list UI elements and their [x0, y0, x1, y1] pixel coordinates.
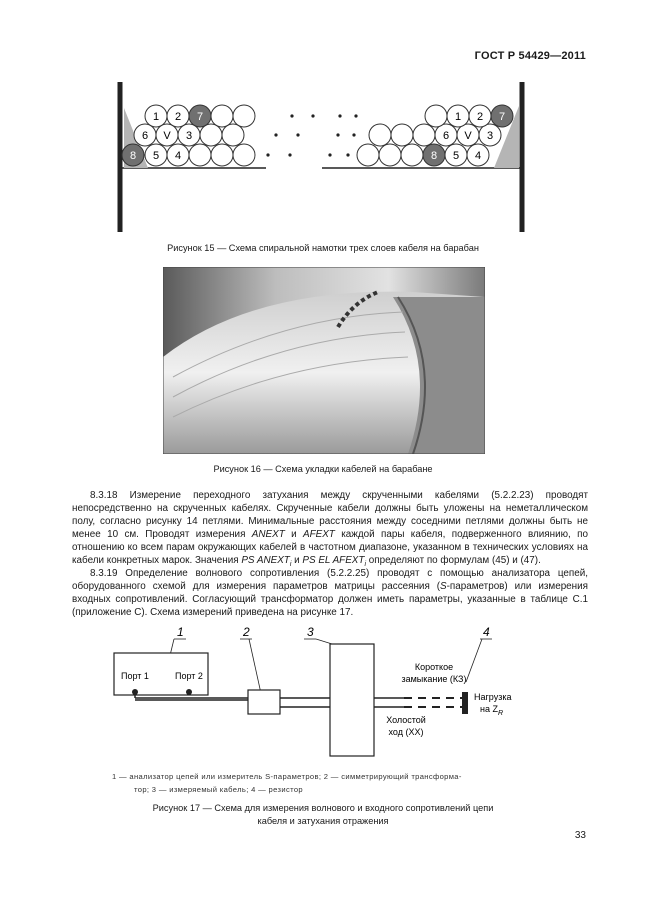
continuation-dots	[266, 114, 357, 156]
termination-resistor	[462, 692, 468, 714]
circle-label: 8	[129, 150, 137, 162]
cable-circle	[233, 144, 255, 166]
port1-label: Порт 1	[121, 671, 149, 681]
circle-label: 7	[196, 111, 204, 123]
circle-label: 2	[174, 111, 182, 123]
figure-17-caption: Рисунок 17 — Схема для измерения волнового и входного сопротивлений цепи кабеля и затухания отражения	[152, 803, 494, 826]
cable-circle	[211, 144, 233, 166]
cable-circle	[413, 124, 435, 146]
cable-circle	[233, 105, 255, 127]
figure-16-photo	[163, 267, 485, 454]
standard-code: ГОСТ Р 54429—2011	[474, 50, 586, 62]
circle-label: 2	[476, 111, 484, 123]
legend-line: тор; 3 — измеряемый кабель; 4 — резистор	[134, 785, 303, 794]
callout-3: 3	[307, 625, 314, 639]
circle-label: 4	[474, 150, 482, 162]
circle-label: 3	[185, 130, 193, 142]
circle-label: 7	[498, 111, 506, 123]
circle-label: 5	[152, 150, 160, 162]
cable-circle	[391, 124, 413, 146]
circle-label: 5	[452, 150, 460, 162]
figure-17-diagram	[0, 622, 646, 762]
balun-transformer-box	[248, 690, 280, 714]
cable-circle	[401, 144, 423, 166]
short-circuit-label: Короткое	[414, 662, 454, 672]
cable-circle	[222, 124, 244, 146]
cable-circle	[369, 124, 391, 146]
load-label: на $Z_R$	[480, 704, 504, 717]
left-cable-stack	[122, 105, 255, 166]
figure-17-legend	[112, 770, 542, 796]
circle-label: 8	[430, 150, 438, 162]
cable-circle	[357, 144, 379, 166]
circle-label: V	[163, 130, 171, 142]
port2-label: Порт 2	[175, 671, 203, 681]
figure-16-caption: Рисунок 16 — Схема укладки кабелей на барабане	[213, 464, 433, 474]
circle-label: 4	[174, 150, 182, 162]
legend-line: 1 — анализатор цепей или измеритель S-параметров; 2 — симметрирующий трансформа-	[112, 772, 462, 781]
cable-circle	[200, 124, 222, 146]
page-number: 33	[574, 830, 586, 841]
port2-connector	[186, 689, 192, 695]
cable-circle	[211, 105, 233, 127]
load-label: Нагрузка	[474, 692, 512, 702]
short-circuit-label: замыкание (КЗ)	[401, 674, 467, 684]
circle-label: V	[464, 130, 472, 142]
figure-15-diagram	[0, 0, 646, 240]
cable-circle	[379, 144, 401, 166]
paragraph-8-3-19: 8.3.19 Определение волнового сопротивления (5.2.2.25) проводят с помощью анализатора цепей, оборудованного схемой для измерения параметров матрицы рассеяния (S-параметров) или измерения входных сопротивлений. Согласующий трансформатор должен иметь параметры, указанные в таблице С.1 (приложение С). Схема измерений приведена на рисунке 17.	[72, 568, 588, 619]
figure-15-caption: Рисунок 15 — Схема спиральной намотки трех слоев кабеля на барабан	[167, 243, 479, 253]
cable-circle	[425, 105, 447, 127]
circle-label: 6	[442, 130, 450, 142]
cable-under-test-box	[330, 644, 374, 756]
open-circuit-label: Холостой	[386, 715, 426, 725]
paragraph-8-3-18: 8.3.18 Измерение переходного затухания между скрученными кабелями (5.2.2.23) проводят непосредственно на скрученных кабелях. Скрученные кабели должны быть уложены на неметаллическом полу, согласно рисунку 14 петлями. Минимальные расстояния между соседними петлями должны быть не менее 10 см. Проводят измерения ANEXT и AFEXT каждой пары кабеля, подверженного влиянию, по отношению ко всем парам окружающих кабелей в частотном диапазоне, указанном в технических условиях на кабели конкретных марок. Значения PS $ANEXT_i$ и PS EL $AFEXT_i$ определяют по формулам (45) и (47).	[72, 490, 588, 569]
callout-1: 1	[177, 625, 184, 639]
circle-label: 1	[152, 111, 160, 123]
callout-4: 4	[483, 625, 490, 639]
right-cable-stack	[357, 105, 513, 166]
circle-label: 1	[454, 111, 462, 123]
callout-2: 2	[243, 625, 250, 639]
circle-label: 3	[486, 130, 494, 142]
cable-circle	[189, 144, 211, 166]
open-circuit-label: ход (ХХ)	[388, 727, 424, 737]
circle-label: 6	[141, 130, 149, 142]
